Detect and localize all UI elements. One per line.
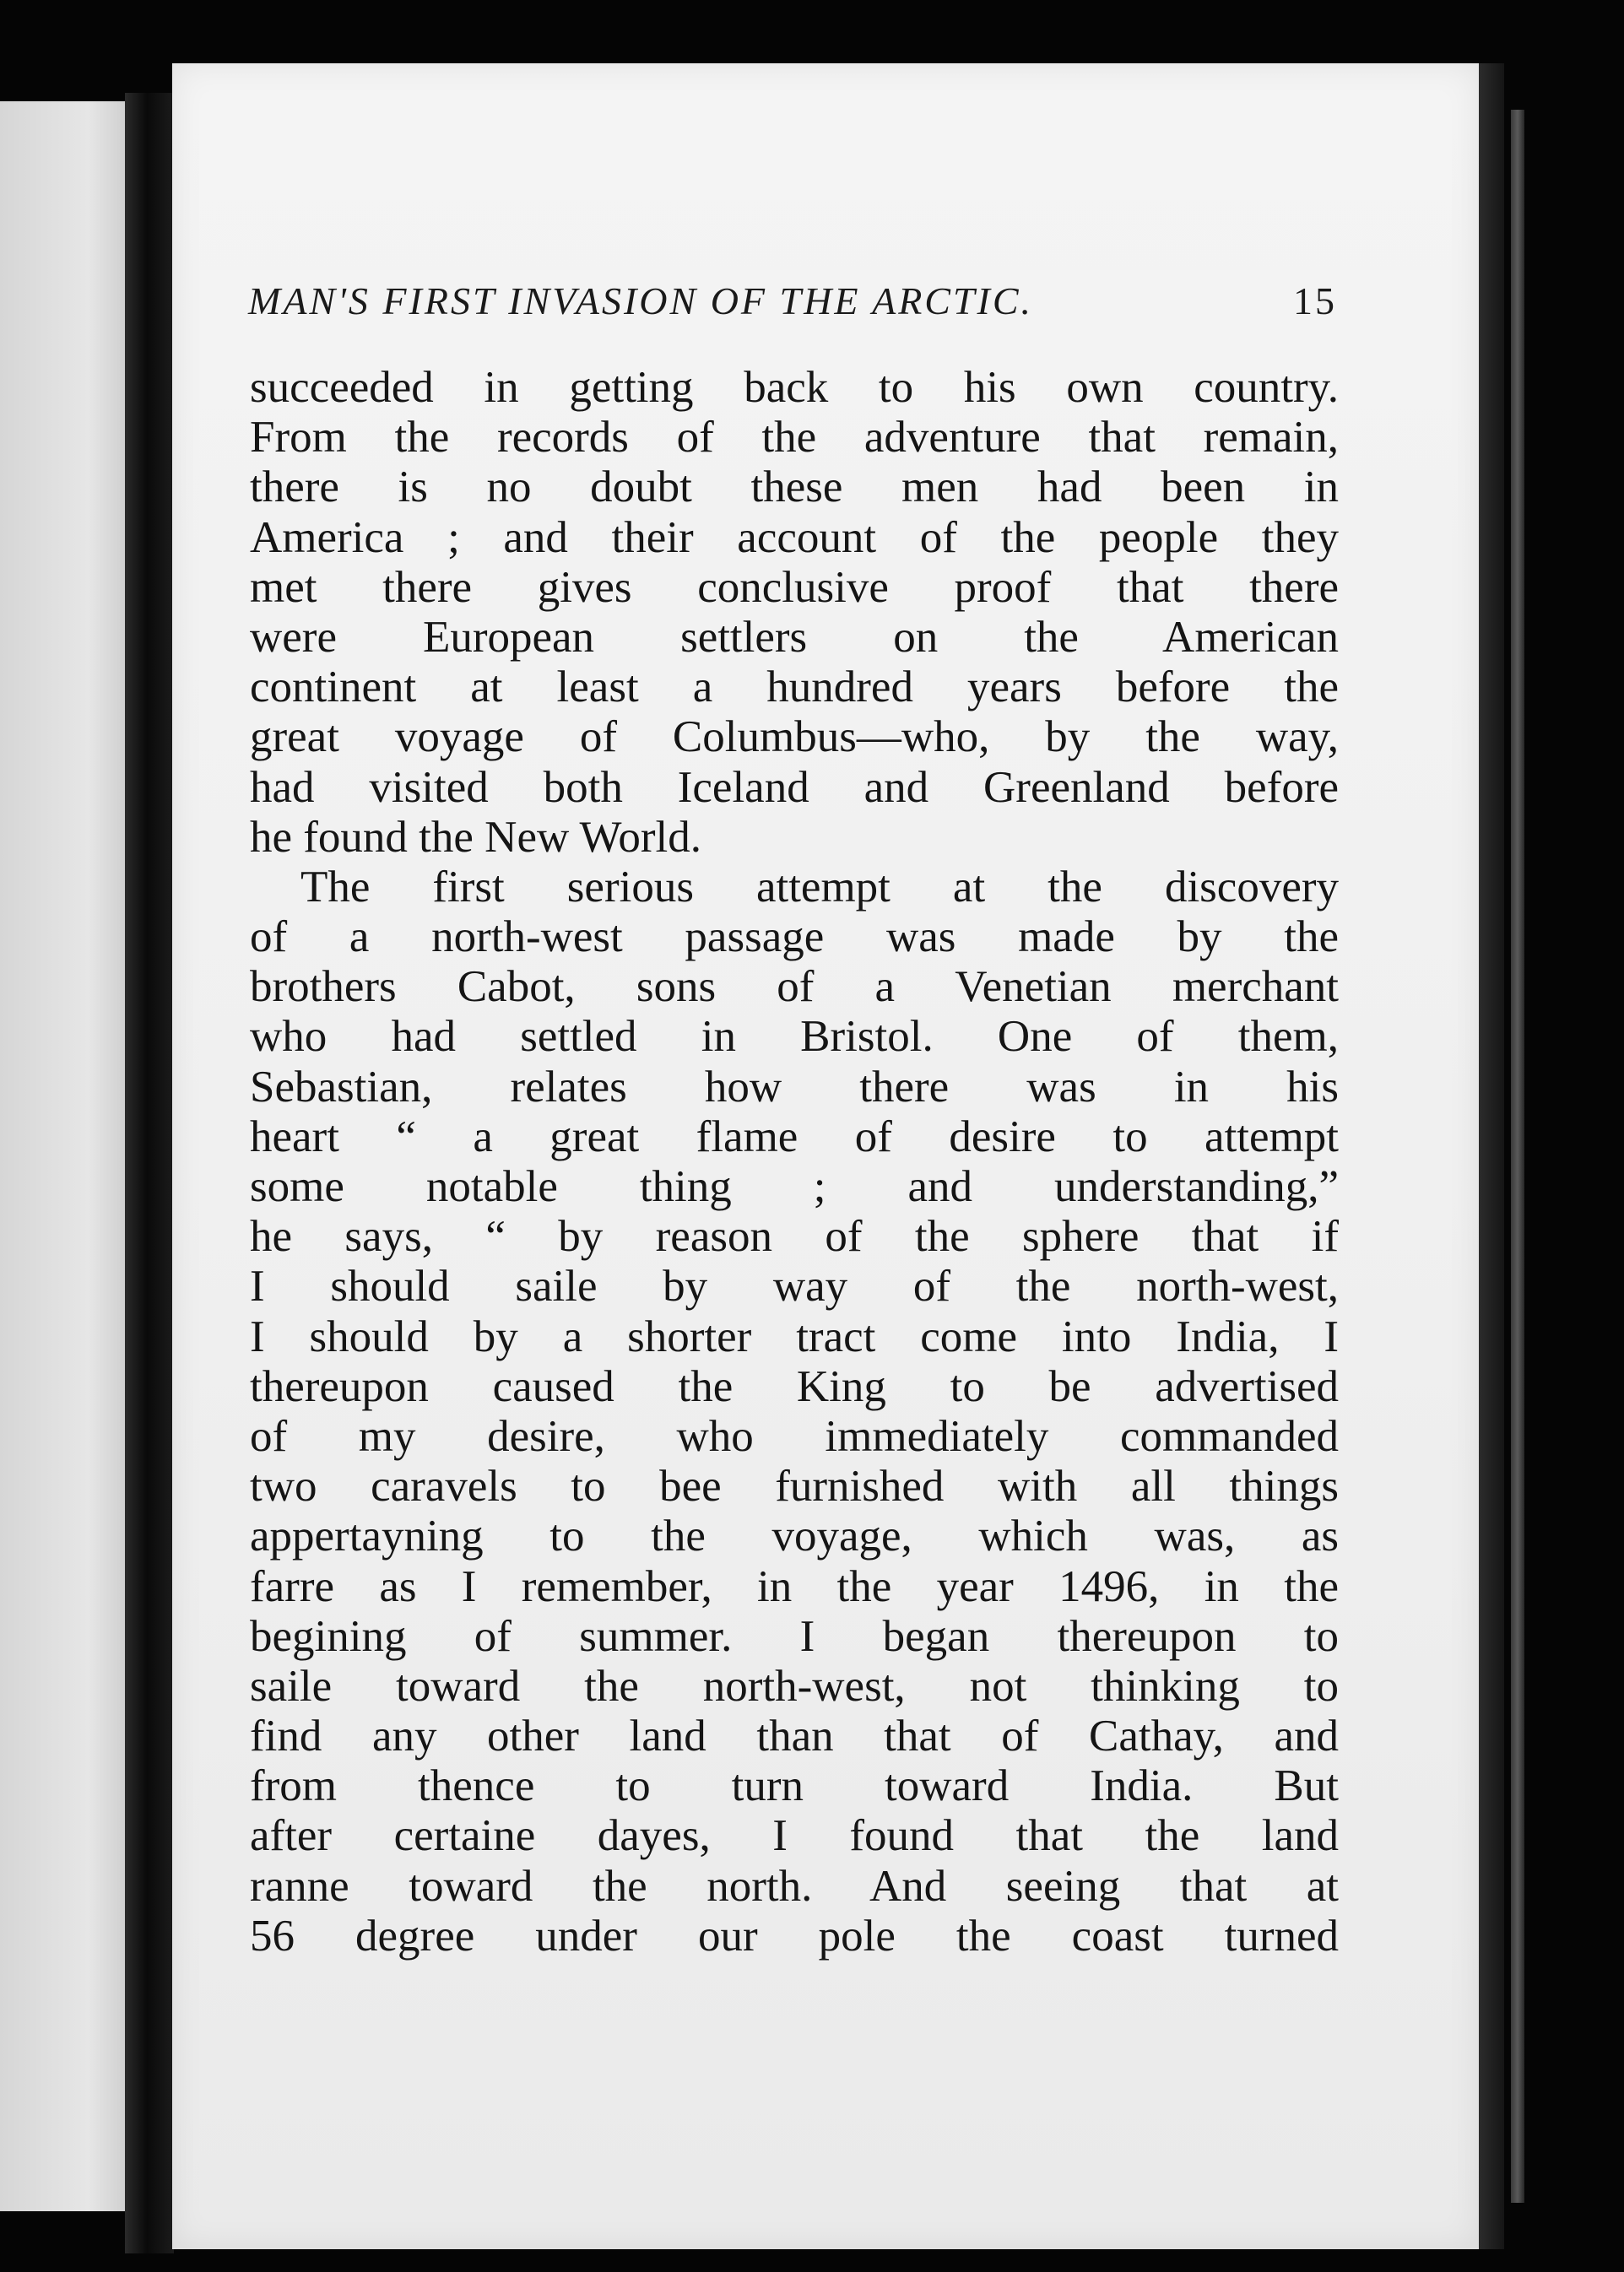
text-line: who had settled in Bristol. One of them, [250, 1012, 1339, 1062]
body-text [250, 363, 1339, 1961]
text-line: Sebastian, relates how there was in his [250, 1062, 1339, 1112]
text-line: succeeded in getting back to his own country. [250, 363, 1339, 412]
text-line: begining of summer. I began thereupon to [250, 1611, 1339, 1661]
text-line: I should by a shorter tract come into India, I [250, 1312, 1339, 1361]
text-line: there is no doubt these men had been in [250, 463, 1339, 512]
text-line: America ; and their account of the people they [250, 512, 1339, 562]
left-page-edge [0, 101, 127, 2211]
text-line: from thence to turn toward India. But [250, 1761, 1339, 1811]
running-head [248, 279, 1337, 338]
text-line: appertayning to the voyage, which was, as [250, 1512, 1339, 1561]
text-line: brothers Cabot, sons of a Venetian merchant [250, 962, 1339, 1012]
text-line: I should saile by way of the north-west, [250, 1262, 1339, 1312]
text-line: saile toward the north-west, not thinking to [250, 1661, 1339, 1711]
text-line: two caravels to bee furnished with all things [250, 1462, 1339, 1512]
text-line: ranne toward the north. And seeing that at [250, 1861, 1339, 1911]
page-number: 15 [1293, 279, 1337, 322]
paragraph-end-line: he found the New World. [250, 812, 701, 862]
text-line: were European settlers on the American [250, 612, 1339, 662]
text-line: heart “ a great flame of desire to attempt [250, 1112, 1339, 1161]
text-line: continent at least a hundred years before the [250, 663, 1339, 712]
text-line: great voyage of Columbus—who, by the way, [250, 712, 1339, 762]
book-cover-edge [1511, 110, 1524, 2203]
text-line: he says, “ by reason of the sphere that if [250, 1212, 1339, 1262]
text-line: From the records of the adventure that remain, [250, 413, 1339, 463]
text-line: find any other land than that of Cathay, and [250, 1712, 1339, 1761]
binding-gutter [125, 93, 174, 2253]
text-line: farre as I remember, in the year 1496, in the [250, 1561, 1339, 1611]
text-line: thereupon caused the King to be advertised [250, 1361, 1339, 1411]
text-line: of a north-west passage was made by the [250, 912, 1339, 962]
text-line: met there gives conclusive proof that there [250, 562, 1339, 612]
running-head-title: MAN'S FIRST INVASION OF THE ARCTIC. [248, 279, 1034, 322]
book-page [172, 63, 1479, 2249]
text-line: of my desire, who immediately commanded [250, 1411, 1339, 1461]
text-line: had visited both Iceland and Greenland before [250, 762, 1339, 812]
text-line: some notable thing ; and understanding,” [250, 1162, 1339, 1211]
page-fore-edge-shadow [1479, 63, 1504, 2249]
text-line: after certaine dayes, I found that the land [250, 1811, 1339, 1861]
text-line: 56 degree under our pole the coast turned [250, 1911, 1339, 1961]
paragraph-start-line: The first serious attempt at the discovery [300, 862, 1339, 912]
